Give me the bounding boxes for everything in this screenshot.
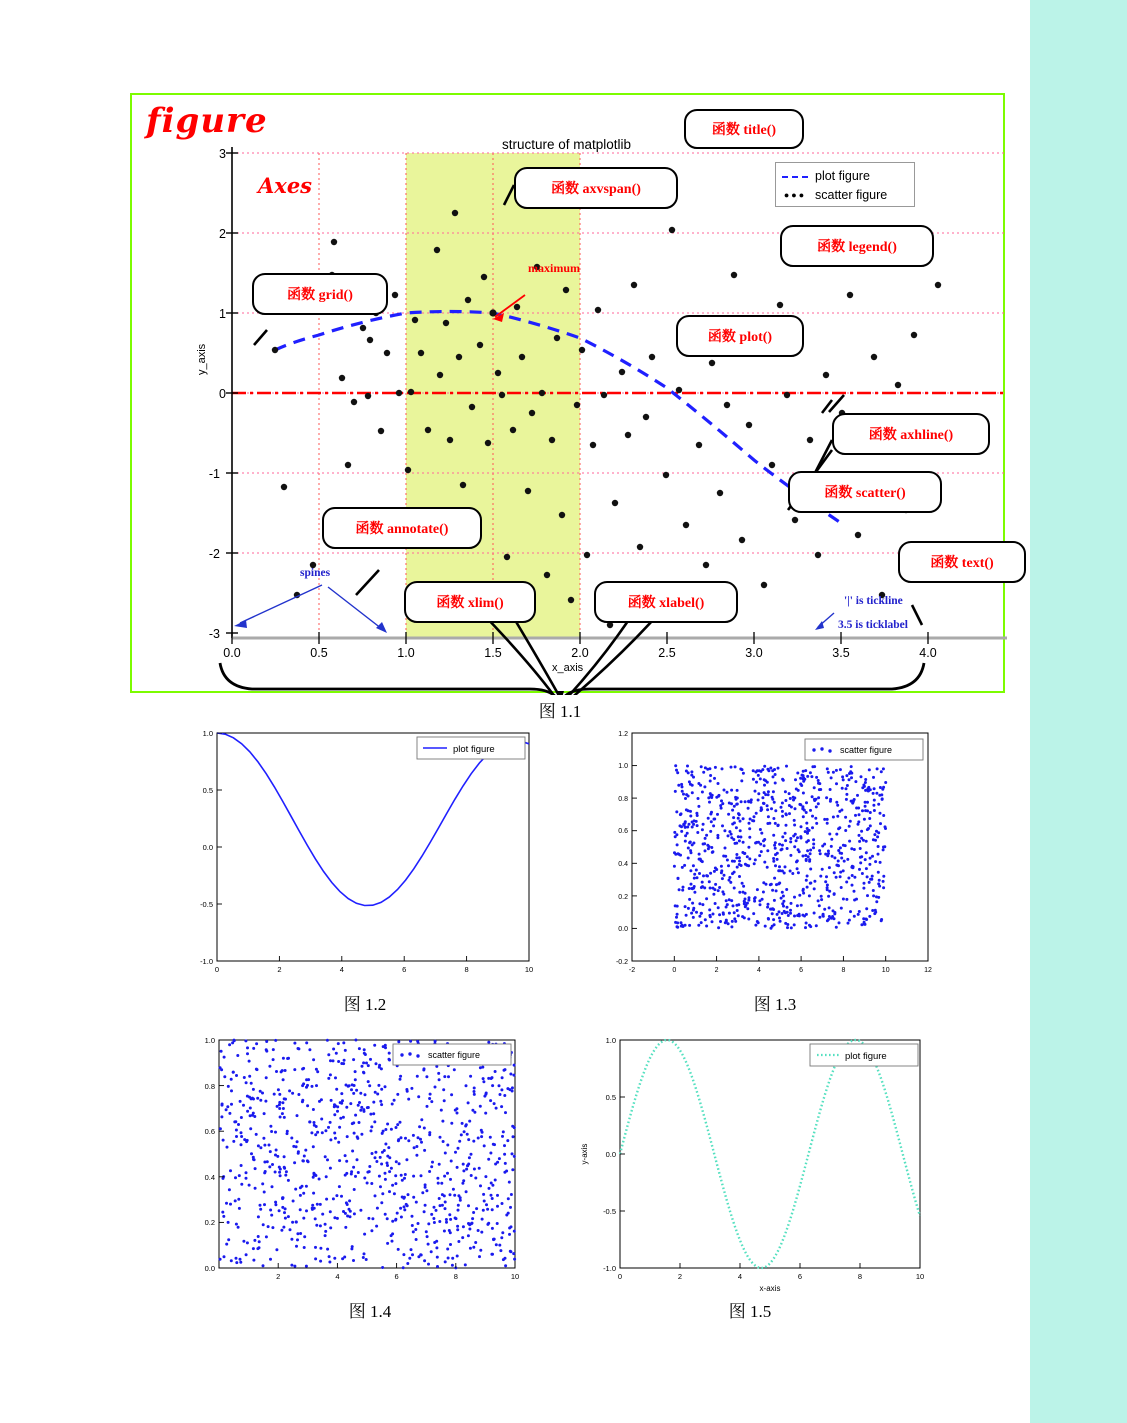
x-tick-label: 1.0 bbox=[397, 646, 415, 660]
svg-text:1.0: 1.0 bbox=[202, 729, 213, 738]
caption-figure-1-4: 图 1.4 bbox=[348, 1302, 392, 1321]
main-y-axis-label: y_axis bbox=[196, 343, 208, 375]
svg-text:8: 8 bbox=[857, 1272, 863, 1281]
axes-label-text: Axes bbox=[258, 173, 312, 198]
svg-text:6: 6 bbox=[394, 1272, 399, 1281]
svg-text:10: 10 bbox=[524, 965, 534, 974]
y-tick-label: 0 bbox=[219, 387, 226, 401]
x-tick-label: 2.0 bbox=[571, 646, 589, 660]
figure-label-text: figure bbox=[146, 101, 268, 141]
dots-marker-icon: ●●● bbox=[783, 190, 807, 200]
tickline-annotation: '|' is tickline bbox=[844, 595, 903, 607]
x-tick-label: 2.5 bbox=[658, 646, 676, 660]
svg-text:0.8: 0.8 bbox=[204, 1082, 215, 1091]
svg-text:-0.2: -0.2 bbox=[615, 959, 628, 966]
fig-1-5-y-axis-label: y-axis bbox=[580, 1143, 589, 1165]
svg-text:8: 8 bbox=[453, 1272, 458, 1281]
svg-text:1.2: 1.2 bbox=[618, 731, 628, 738]
y-tick-label: 3 bbox=[219, 147, 226, 161]
svg-text:0.0: 0.0 bbox=[202, 843, 213, 852]
svg-text:8: 8 bbox=[841, 967, 846, 974]
callout-axvspan[interactable]: 函数 axvspan() bbox=[514, 167, 678, 209]
svg-text:-1.0: -1.0 bbox=[603, 1264, 616, 1273]
svg-text:0: 0 bbox=[672, 967, 677, 974]
fig-1-5-legend-label: plot figure bbox=[845, 1051, 887, 1062]
page-sidebar-band bbox=[1030, 0, 1127, 1423]
fig-1-4-legend-label: scatter figure bbox=[428, 1050, 481, 1060]
spines-arrows bbox=[234, 585, 387, 633]
svg-text:1.0: 1.0 bbox=[204, 1036, 215, 1045]
figure-brace bbox=[220, 663, 924, 695]
fig-1-5-canvas bbox=[565, 1032, 945, 1297]
main-legend[interactable] bbox=[775, 162, 915, 207]
y-tick-label: -2 bbox=[208, 547, 220, 561]
svg-text:-2: -2 bbox=[628, 967, 636, 974]
x-tick-label: 4.0 bbox=[919, 646, 937, 660]
svg-text:0.8: 0.8 bbox=[618, 796, 628, 803]
svg-text:4: 4 bbox=[756, 967, 761, 974]
ticklabel-annotation: 3.5 is ticklabel bbox=[838, 619, 908, 631]
fig-1-5-x-axis-label: x-axis bbox=[759, 1284, 781, 1293]
fig-1-3-yticklabels bbox=[616, 731, 628, 966]
main-figure-container bbox=[130, 93, 1005, 693]
callout-xlim[interactable]: 函数 xlim() bbox=[404, 581, 536, 623]
subfigure-1-4 bbox=[195, 1032, 525, 1292]
callout-grid[interactable]: 函数 grid() bbox=[252, 273, 388, 315]
fig-1-2-legend-label: plot figure bbox=[453, 744, 495, 755]
x-tick-label: 0.5 bbox=[310, 646, 328, 660]
svg-text:0.5: 0.5 bbox=[605, 1093, 616, 1102]
svg-text:1.0: 1.0 bbox=[605, 1036, 616, 1045]
subfigure-1-5 bbox=[565, 1032, 945, 1297]
ticklabel-arrow bbox=[815, 613, 834, 630]
svg-text:12: 12 bbox=[924, 967, 932, 974]
svg-text:0.6: 0.6 bbox=[204, 1127, 215, 1136]
svg-text:0.0: 0.0 bbox=[618, 926, 628, 933]
callout-axhline[interactable]: 函数 axhline() bbox=[832, 413, 990, 455]
y-tick-label: 2 bbox=[219, 227, 226, 241]
svg-text:2: 2 bbox=[714, 967, 719, 974]
svg-text:0.4: 0.4 bbox=[204, 1173, 215, 1182]
fig-1-4-canvas bbox=[195, 1032, 525, 1292]
legend-entry-plot bbox=[782, 167, 908, 186]
legend-label: plot figure bbox=[815, 169, 870, 183]
svg-text:0.2: 0.2 bbox=[204, 1218, 215, 1227]
callout-plot[interactable]: 函数 plot() bbox=[676, 315, 804, 357]
legend-entry-scatter bbox=[782, 186, 908, 205]
svg-text:-1.0: -1.0 bbox=[200, 957, 213, 966]
callout-annotate[interactable]: 函数 annotate() bbox=[322, 507, 482, 549]
y-tick-label: 1 bbox=[219, 307, 226, 321]
svg-text:4: 4 bbox=[737, 1272, 743, 1281]
axvspan-region bbox=[406, 153, 580, 638]
svg-text:0.2: 0.2 bbox=[618, 894, 628, 901]
fig-1-5-xticklabels bbox=[618, 1272, 924, 1281]
fig-1-2-yticklabels bbox=[200, 729, 213, 966]
legend-label: scatter figure bbox=[815, 188, 888, 202]
svg-text:8: 8 bbox=[464, 965, 469, 974]
svg-text:2: 2 bbox=[277, 965, 282, 974]
x-tick-label: 3.0 bbox=[745, 646, 763, 660]
svg-text:0.0: 0.0 bbox=[204, 1264, 215, 1273]
subfigure-1-2 bbox=[185, 725, 545, 985]
fig-1-2-xticklabels bbox=[215, 965, 533, 974]
svg-text:10: 10 bbox=[915, 1272, 925, 1281]
caption-figure-1-2: 图 1.2 bbox=[343, 995, 387, 1014]
svg-text:4: 4 bbox=[339, 965, 344, 974]
spines-annotation: spines bbox=[300, 567, 331, 579]
dashed-line-icon bbox=[782, 176, 808, 178]
fig-1-3-xticklabels bbox=[629, 967, 932, 974]
caption-figure-1-1: 图 1.1 bbox=[538, 702, 582, 721]
main-chart-title: structure of matplotlib bbox=[502, 137, 632, 152]
x-tick-label: 1.5 bbox=[484, 646, 502, 660]
fig-1-3-legend-label: scatter figure bbox=[840, 745, 893, 755]
svg-text:0.5: 0.5 bbox=[202, 786, 213, 795]
svg-text:1.0: 1.0 bbox=[618, 763, 628, 770]
svg-text:4: 4 bbox=[335, 1272, 340, 1281]
svg-text:-0.5: -0.5 bbox=[200, 900, 213, 909]
svg-text:0.6: 0.6 bbox=[618, 828, 628, 835]
svg-text:0: 0 bbox=[214, 965, 220, 974]
fig-1-5-yticklabels bbox=[603, 1036, 616, 1273]
svg-text:6: 6 bbox=[799, 967, 804, 974]
callout-legend[interactable]: 函数 legend() bbox=[780, 225, 934, 267]
svg-text:2: 2 bbox=[276, 1272, 281, 1281]
caption-figure-1-5: 图 1.5 bbox=[728, 1302, 772, 1321]
svg-text:0.4: 0.4 bbox=[618, 861, 628, 868]
svg-text:10: 10 bbox=[510, 1272, 520, 1281]
main-x-axis-label: x_axis bbox=[552, 662, 584, 674]
maximum-annotation: maximum bbox=[528, 261, 580, 275]
caption-figure-1-3: 图 1.3 bbox=[753, 995, 797, 1014]
subfigure-1-3 bbox=[600, 725, 940, 985]
fig-1-4-yticklabels bbox=[205, 1036, 215, 1273]
fig-1-2-canvas bbox=[185, 725, 545, 985]
svg-text:0: 0 bbox=[617, 1272, 623, 1281]
svg-text:-0.5: -0.5 bbox=[603, 1207, 616, 1216]
callout-title[interactable]: 函数 title() bbox=[684, 109, 804, 149]
svg-text:0.0: 0.0 bbox=[605, 1150, 616, 1159]
svg-text:2: 2 bbox=[677, 1272, 683, 1281]
fig-1-4-xticklabels bbox=[276, 1272, 519, 1281]
callout-xlabel[interactable]: 函数 xlabel() bbox=[594, 581, 738, 623]
x-tick-label: 3.5 bbox=[832, 646, 850, 660]
y-tick-label: -1 bbox=[208, 467, 220, 481]
callout-scatter[interactable]: 函数 scatter() bbox=[788, 471, 942, 513]
fig-1-3-canvas bbox=[600, 725, 940, 985]
x-tick-label: 0.0 bbox=[223, 646, 241, 660]
svg-text:10: 10 bbox=[881, 967, 890, 974]
y-tick-label: -3 bbox=[208, 627, 220, 641]
callout-text[interactable]: 函数 text() bbox=[898, 541, 1026, 583]
svg-text:6: 6 bbox=[402, 965, 407, 974]
svg-text:6: 6 bbox=[797, 1272, 803, 1281]
